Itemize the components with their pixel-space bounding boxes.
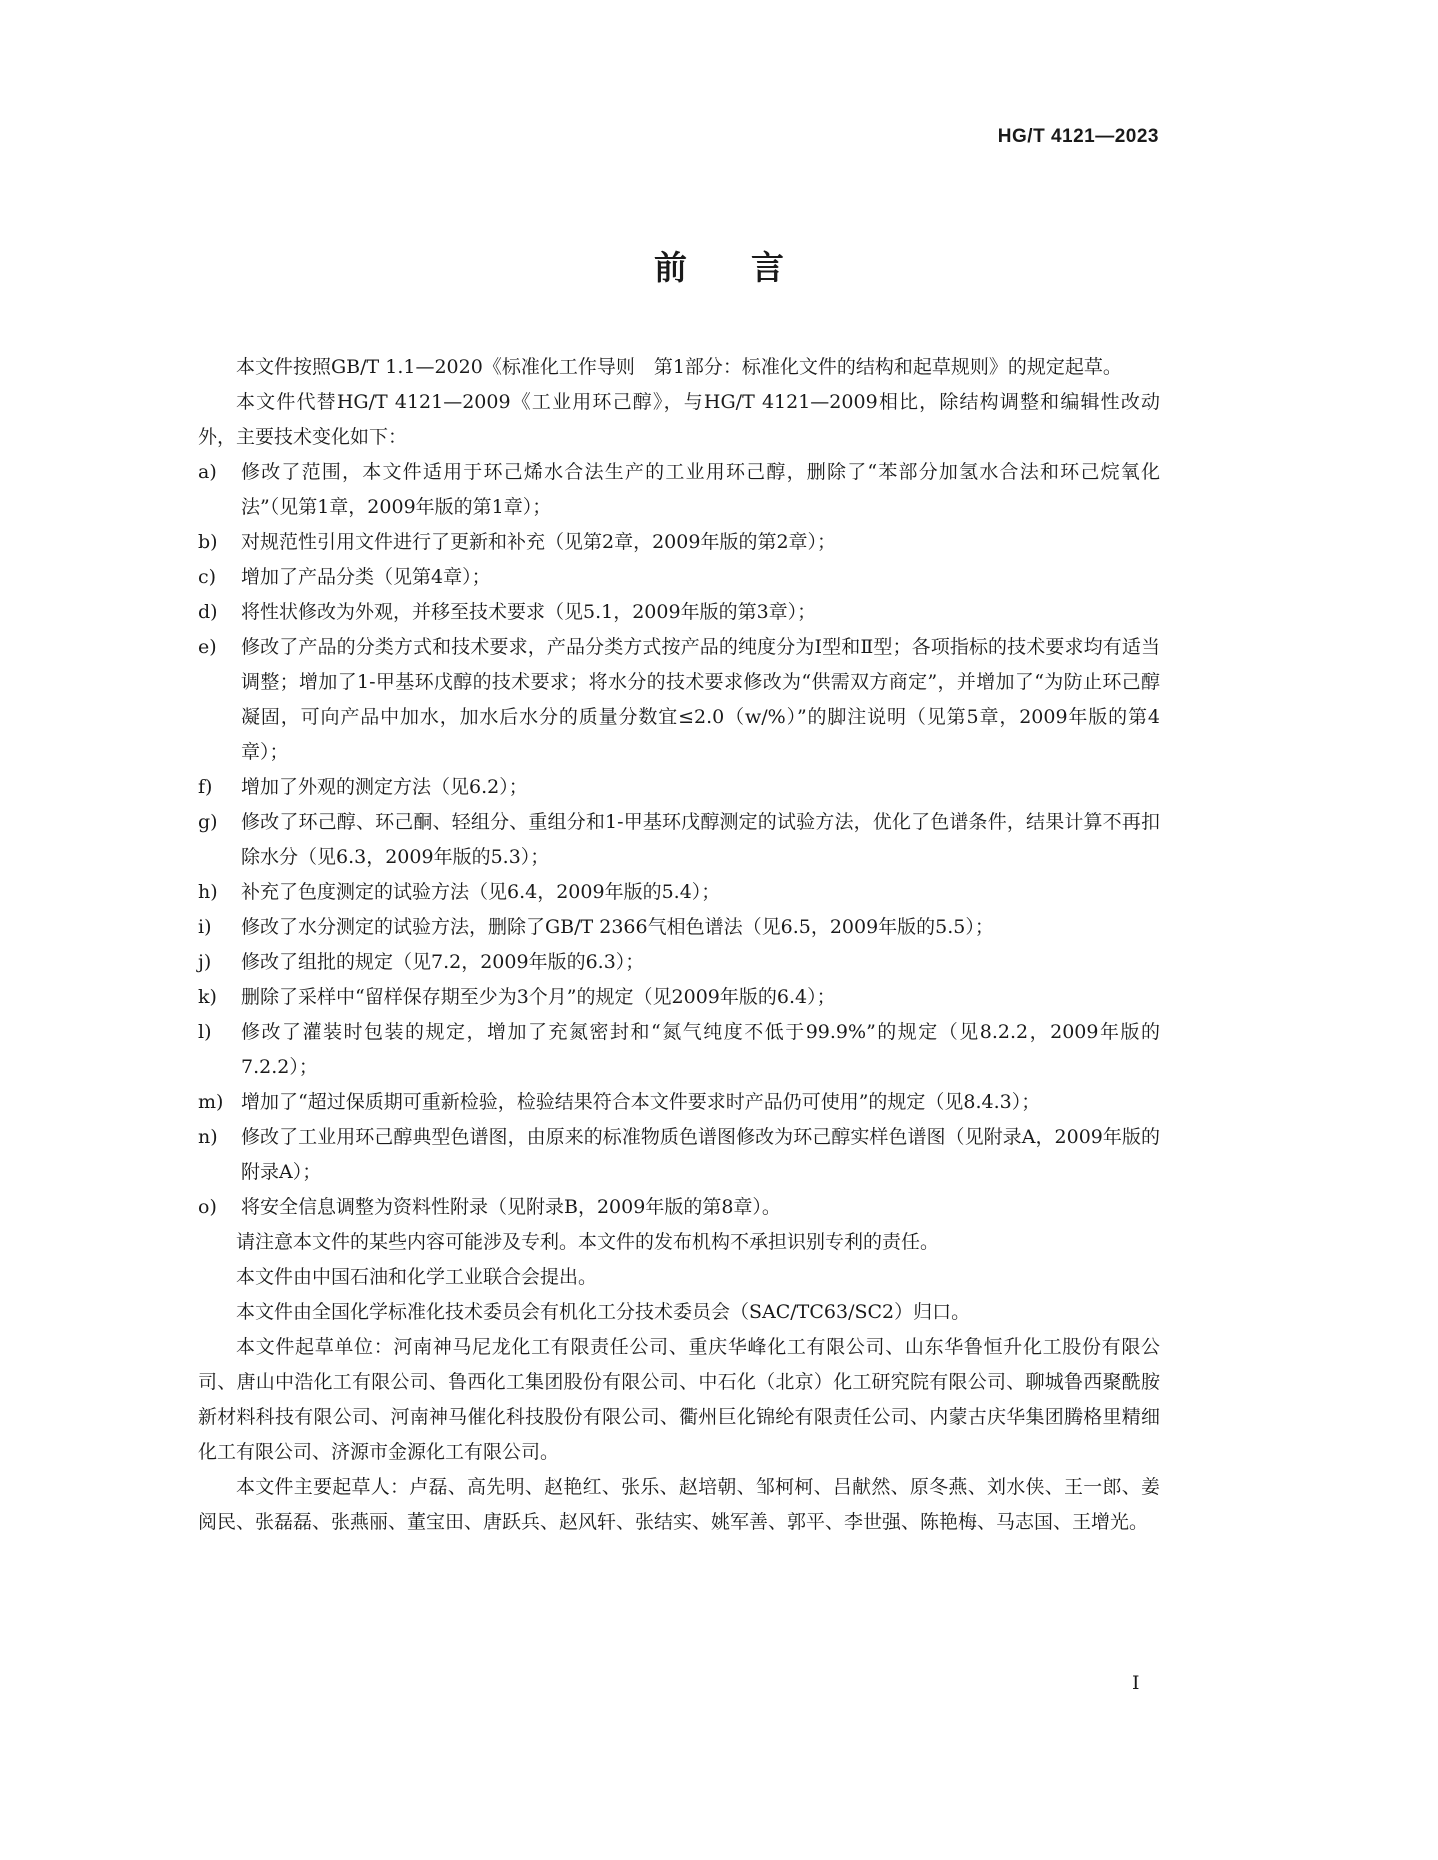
paragraph-drafting-rules: 本文件按照GB/T 1.1—2020《标准化工作导则 第1部分：标准化文件的结构和起草规则》的规定起草。 <box>236 356 1122 378</box>
change-text: 修改了工业用环己醇典型色谱图，由原来的标准物质色谱图修改为环己醇实样色谱图（见附录A，2009年版的附录A）； <box>241 1126 1160 1183</box>
list-marker: c) <box>198 566 217 588</box>
change-item <box>198 1190 1160 1225</box>
change-item <box>198 525 1160 560</box>
change-item <box>198 560 1160 595</box>
change-text: 补充了色度测定的试验方法（见6.4，2009年版的5.4）； <box>241 881 721 903</box>
change-item <box>198 630 1160 770</box>
change-item <box>198 1120 1160 1190</box>
paragraph-drafting-units: 本文件起草单位：河南神马尼龙化工有限责任公司、重庆华峰化工有限公司、山东华鲁恒升化工股份有限公司、唐山中浩化工有限公司、鲁西化工集团股份有限公司、中石化（北京）化工研究院有限公司、聊城鲁西聚酰胺新材料科技有限公司、河南神马催化科技股份有限公司、衢州巨化锦纶有限责任公司、内蒙古庆华集团腾格里精细化工有限公司、济源市金源化工有限公司。 <box>198 1336 1160 1463</box>
list-marker: d) <box>198 601 218 623</box>
change-item <box>198 595 1160 630</box>
page-number: Ⅰ <box>1132 1672 1140 1694</box>
list-marker: j) <box>198 951 212 973</box>
list-marker: n) <box>198 1126 218 1148</box>
list-marker: k) <box>198 986 217 1008</box>
change-text: 增加了“超过保质期可重新检验，检验结果符合本文件要求时产品仍可使用”的规定（见8.4.3）； <box>241 1091 1041 1113</box>
change-item <box>198 455 1160 525</box>
change-text: 修改了范围，本文件适用于环己烯水合法生产的工业用环己醇，删除了“苯部分加氢水合法和环己烷氧化法”（见第1章，2009年版的第1章）； <box>241 461 1160 518</box>
list-marker: b) <box>198 531 218 553</box>
change-text: 修改了环己醇、环己酮、轻组分、重组分和1-甲基环戊醇测定的试验方法，优化了色谱条件，结果计算不再扣除水分（见6.3，2009年版的5.3）； <box>241 811 1160 868</box>
list-marker: a) <box>198 461 217 483</box>
paragraph-proposer: 本文件由中国石油和化学工业联合会提出。 <box>236 1266 598 1288</box>
change-text: 修改了组批的规定（见7.2，2009年版的6.3）； <box>241 951 645 973</box>
change-text: 修改了灌装时包装的规定，增加了充氮密封和“氮气纯度不低于99.9%”的规定（见8.2.2，2009年版的7.2.2）； <box>241 1021 1160 1078</box>
list-marker: e) <box>198 636 217 658</box>
change-text: 增加了外观的测定方法（见6.2）； <box>241 776 528 798</box>
paragraph-patent-notice: 请注意本文件的某些内容可能涉及专利。本文件的发布机构不承担识别专利的责任。 <box>236 1231 940 1253</box>
preface-body <box>198 350 1160 1540</box>
page-title: 前言 <box>654 248 848 287</box>
change-item <box>198 980 1160 1015</box>
change-item <box>198 1015 1160 1085</box>
list-marker: l) <box>198 1021 212 1043</box>
paragraph-replacement: 本文件代替HG/T 4121—2009《工业用环己醇》，与HG/T 4121—2009相比，除结构调整和编辑性改动外，主要技术变化如下： <box>198 391 1160 448</box>
change-text: 将性状修改为外观，并移至技术要求（见5.1，2009年版的第3章）； <box>241 601 817 623</box>
standard-code: HG/T 4121—2023 <box>997 126 1159 147</box>
list-marker: i) <box>198 916 212 938</box>
paragraph-drafters: 本文件主要起草人：卢磊、高先明、赵艳红、张乐、赵培朝、邹柯柯、吕献然、原冬燕、刘水侠、王一郎、姜阅民、张磊磊、张燕丽、董宝田、唐跃兵、赵风轩、张结实、姚军善、郭平、李世强、陈艳梅、马志国、王增光。 <box>198 1476 1160 1533</box>
change-text: 修改了水分测定的试验方法，删除了GB/T 2366气相色谱法（见6.5，2009年版的5.5）； <box>241 916 994 938</box>
change-text: 删除了采样中“留样保存期至少为3个月”的规定（见2009年版的6.4）； <box>241 986 836 1008</box>
change-text: 修改了产品的分类方式和技术要求，产品分类方式按产品的纯度分为Ⅰ型和Ⅱ型；各项指标的技术要求均有适当调整；增加了1-甲基环戊醇的技术要求；将水分的技术要求修改为“供需双方商定”，并增加了“为防止环己醇凝固，可向产品中加水，加水后水分的质量分数宜≤2.0（w/%）”的脚注说明（见第5章，2009年版的第4章）； <box>241 636 1160 763</box>
list-marker: h) <box>198 881 218 903</box>
change-item <box>198 1085 1160 1120</box>
change-item <box>198 910 1160 945</box>
list-marker: o) <box>198 1196 217 1218</box>
change-item <box>198 945 1160 980</box>
change-item <box>198 875 1160 910</box>
list-marker: m) <box>198 1091 224 1113</box>
change-text: 对规范性引用文件进行了更新和补充（见第2章，2009年版的第2章）； <box>241 531 837 553</box>
change-text: 将安全信息调整为资料性附录（见附录B，2009年版的第8章）。 <box>241 1196 781 1218</box>
paragraph-committee: 本文件由全国化学标准化技术委员会有机化工分技术委员会（SAC/TC63/SC2）归口。 <box>236 1301 971 1323</box>
list-marker: g) <box>198 811 218 833</box>
list-marker: f) <box>198 776 213 798</box>
change-item <box>198 770 1160 805</box>
change-text: 增加了产品分类（见第4章）； <box>241 566 491 588</box>
change-item <box>198 805 1160 875</box>
